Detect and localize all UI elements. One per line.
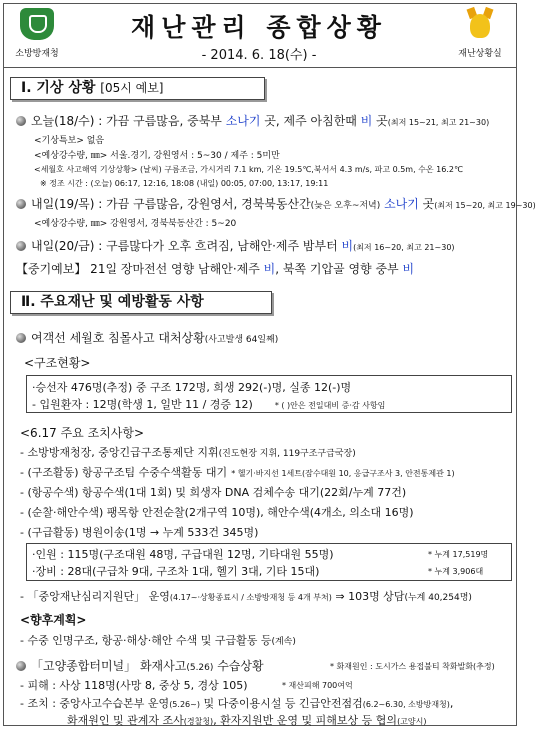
goyang-measures-cont: 화재원인 및 관계자 조사(경찰청), 환자지원반 운영 및 피해보상 등 협의(고양시) (67, 714, 427, 727)
resources-equipment: ·장비 : 28대(구급차 9대, 구조차 1대, 헬기 3대, 기타 15대) (32, 565, 320, 578)
rescue-status-label: <구조현황> (24, 356, 91, 370)
plan-label: <향후계획> (20, 613, 87, 627)
sewol-heading: 여객선 세월호 침몰사고 대처상황(사고발생 64일째) (16, 329, 278, 346)
section-title: 주요재난 및 예방활동 사항 (40, 294, 204, 310)
action-rescue: - (구조활동) 항공구조팀 수중수색활동 대기 * 헬기·바지선 1세트(잠수대원 10, 응급구조사 3, 안전통제관 1) (20, 466, 455, 479)
report-title: 재난관리 종합상황 (131, 13, 387, 42)
resources-personnel-total: * 누계 17,519명 (428, 550, 489, 559)
report-page (3, 3, 536, 727)
action-command: - 소방방재청장, 중앙긴급구조통제단 지휘(진도현장 지휘, 119구조구급국장) (20, 446, 356, 459)
weather-advisory: <기상특보> 없음 (34, 136, 105, 146)
weather-day-after: 내일(20/금) : 구름많다가 오후 흐려짐, 남해안·제주 밤부터 비(최저 16~20, 최고 21~30) (16, 237, 455, 254)
section-numeral: Ⅰ. (21, 80, 32, 96)
report-date: - 2014. 6. 18(수) - (201, 48, 317, 63)
goyang-casualties: - 피해 : 사상 118명(사망 8, 중상 5, 경상 105) (20, 679, 248, 692)
weather-rain-tomorrow: <예상강수량, ㎜> 강원영서, 경북북동산간 : 5~20 (34, 219, 237, 229)
section-subtitle: [05시 예보] (100, 81, 164, 95)
psych-support: - 「중앙재난심리지원단」 운영(4.17~·상황종료시 / 소방방재청 등 4개 부처) ⇒ 103명 상담(누계 40,254명) (20, 590, 472, 603)
mascot-icon (465, 8, 495, 40)
plan-item: - 수중 인명구조, 항공·해상·해안 수색 및 구급활동 등(계속) (20, 634, 296, 647)
weather-today: 오늘(18/수) : 가끔 구름많음, 중북부 소나기 곳, 제주 아침한때 비 곳(최저 15~21, 최고 21~30) (16, 112, 489, 129)
rescue-hospitalized: - 입원환자 : 12명(학생 1, 일반 11 / 경증 12) * ( )안은 전일대비 증·감 사항임 (32, 398, 386, 411)
resources-personnel: ·인원 : 115명(구조대원 48명, 구급대원 12명, 기타대원 55명) (32, 548, 334, 561)
goyang-cause: * 화재원인 : 도시가스 용접불티 착화발화(추정) (330, 662, 495, 671)
weather-tomorrow: 내일(19/목) : 가끔 구름많음, 강원영서, 경북북동산간(늦은 오후~저녁) 소나기 곳(최저 15~20, 최고 19~30) (16, 195, 536, 212)
actions-label: <6.17 주요 조치사항> (20, 426, 145, 440)
section-title: 기상 상황 (36, 80, 96, 96)
agency-emblem-icon (20, 8, 54, 40)
section-disaster-heading (10, 291, 272, 314)
action-ems: - (구급활동) 병원이송(1명 → 누계 533건 345명) (20, 526, 259, 539)
bullet-icon (16, 661, 26, 671)
bullet-icon (16, 241, 26, 251)
goyang-property-loss: * 재산피해 700여억 (282, 681, 353, 690)
weather-rain-today: <예상강수량, ㎜> 서울.경기, 강원영서 : 5~30 / 제주 : 5미만 (34, 151, 280, 161)
unit-name: 재난상황실 (458, 49, 502, 59)
resources-equipment-total: * 누계 3,906대 (428, 567, 484, 576)
weather-midterm: 【중기예보】 21일 장마전선 영향 남해안·제주 비, 북쪽 기압골 영향 중부 비 (16, 262, 415, 276)
rescue-passengers: ·승선자 476명(추정) 중 구조 172명, 희생 292(-)명, 실종 12(-)명 (32, 381, 352, 394)
section-weather-heading (10, 77, 265, 100)
agency-logo (8, 8, 66, 64)
bullet-icon (16, 116, 26, 126)
bullet-icon (16, 333, 26, 343)
bullet-icon (16, 199, 26, 209)
report-header (4, 4, 516, 68)
agency-name: 소방방재청 (15, 49, 59, 59)
unit-logo (448, 8, 512, 64)
weather-accident-sea: <세월호 사고해역 기상상황> (날씨) 구름조금, 가시거리 7.1 km, 기온 19.5℃,북서서 4.3 m/s, 파고 0.5m, 수온 16.2℃ (34, 165, 463, 174)
action-air-search: - (항공수색) 항공수색(1대 1회) 및 희생자 DNA 검체수송 대기(22회/누계 77건) (20, 486, 407, 499)
weather-tide: ※ 정조 시간 : (오늘) 06:17, 12:16, 18:08 (내일) 00:05, 07:00, 13:17, 19:11 (40, 179, 329, 188)
goyang-heading: 「고양종합터미널」 화재사고(5.26) 수습상황 (16, 657, 264, 674)
goyang-measures: - 조치 : 중앙사고수습본부 운영(5.26~) 및 다중이용시설 등 긴급안전점검(6.2~6.30, 소방방재청), (20, 697, 454, 710)
action-patrol: - (순찰·해안수색) 팽목항 안전순찰(2개구역 10명), 해안수색(4개소, 의소대 16명) (20, 506, 414, 519)
section-numeral: Ⅱ. (21, 294, 36, 310)
